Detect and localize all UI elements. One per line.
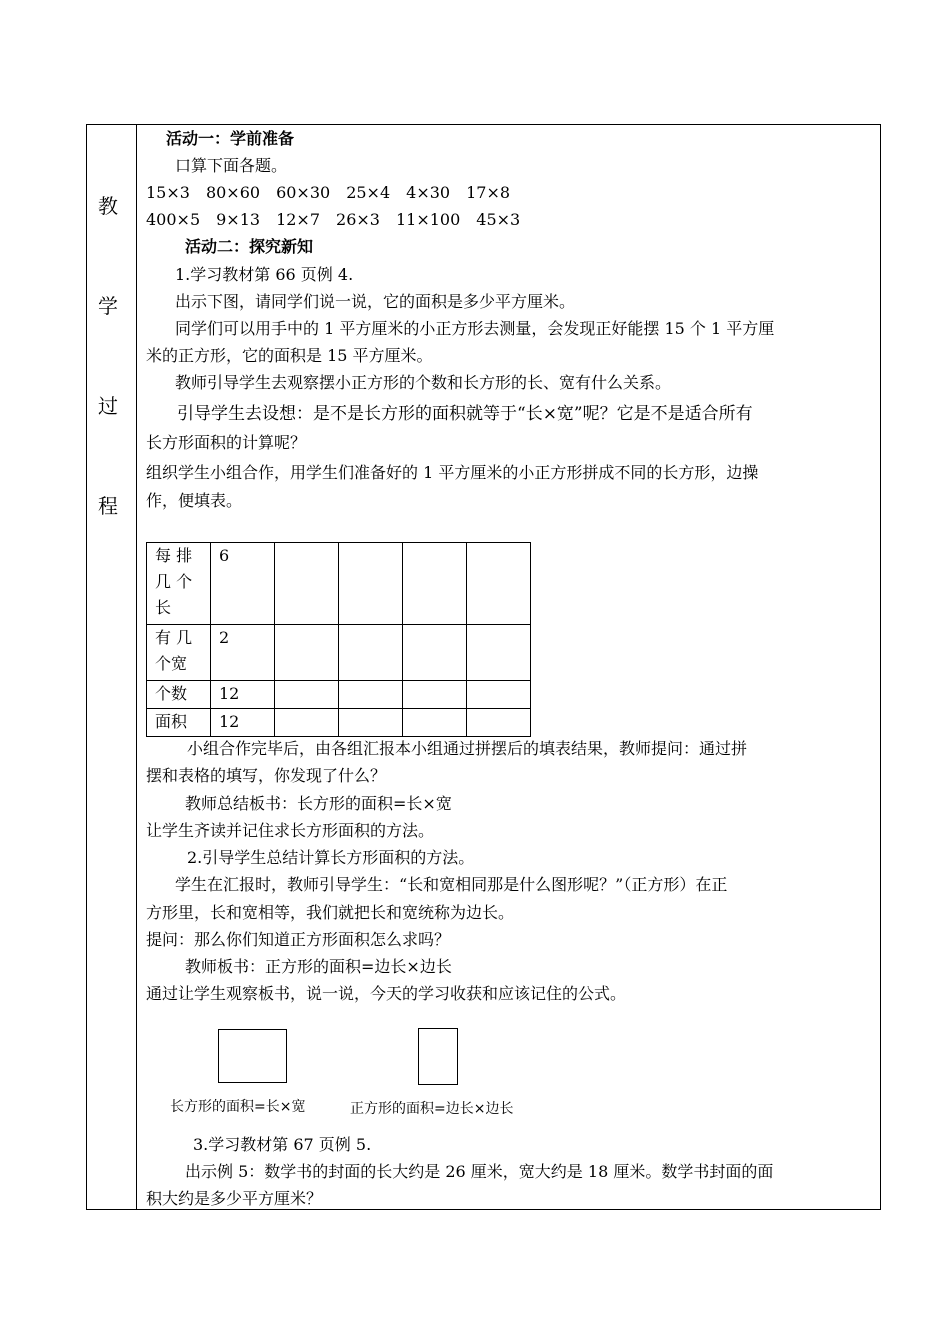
paragraph: 积大约是多少平方厘米？ (146, 1189, 323, 1208)
table-row-label: 每 排 几 个 长 (147, 543, 211, 625)
paragraph: 引导学生去设想：是不是长方形的面积就等于“长×宽”呢？它是不是适合所有 (177, 404, 753, 424)
rectangle-figure (218, 1029, 287, 1083)
square-area-caption: 正方形的面积=边长×边长 (350, 1101, 514, 1117)
table-cell (403, 543, 467, 625)
table-cell (467, 625, 531, 681)
paragraph: 摆和表格的填写，你发现了什么？ (146, 766, 387, 785)
table-cell: 2 (211, 625, 275, 681)
paragraph: 作，便填表。 (146, 491, 243, 510)
paragraph: 出示例 5：数学书的封面的长大约是 26 厘米，宽大约是 18 厘米。数学书封面的面 (185, 1162, 774, 1181)
rectangle-area-caption: 长方形的面积=长×宽 (170, 1099, 306, 1115)
side-label-char: 程 (98, 494, 118, 518)
table-cell (275, 681, 339, 709)
paragraph: 教师总结板书：长方形的面积=长×宽 (185, 794, 452, 813)
table-cell (275, 709, 339, 737)
table-row-label: 面积 (147, 709, 211, 737)
side-label-char: 过 (98, 394, 118, 418)
paragraph: 教师引导学生去观察摆小正方形的个数和长方形的长、宽有什么关系。 (175, 373, 672, 392)
paragraph: 米的正方形，它的面积是 15 平方厘米。 (146, 346, 433, 365)
table-row (147, 543, 531, 625)
column-divider (136, 124, 137, 1210)
paragraph: 同学们可以用手中的 1 平方厘米的小正方形去测量，会发现正好能摆 15 个 1 平方厘 (175, 319, 775, 338)
paragraph: 教师板书：正方形的面积=边长×边长 (185, 957, 452, 976)
table-cell: 6 (211, 543, 275, 625)
table-cell (275, 625, 339, 681)
paragraph: 组织学生小组合作，用学生们准备好的 1 平方厘米的小正方形拼成不同的长方形，边操 (146, 463, 759, 482)
paragraph: 方形里，长和宽相等，我们就把长和宽统称为边长。 (146, 903, 515, 922)
paragraph: 提问：那么你们知道正方形面积怎么求吗？ (146, 930, 451, 949)
paragraph: 让学生齐读并记住求长方形面积的方法。 (146, 821, 435, 840)
paragraph: 2.引导学生总结计算长方形面积的方法。 (187, 848, 475, 867)
fill-in-table (146, 542, 531, 737)
paragraph: 1.学习教材第 66 页例 4. (175, 265, 354, 284)
activity2-title: 活动二：探究新知 (185, 237, 314, 256)
paragraph: 出示下图，请同学们说一说，它的面积是多少平方厘米。 (175, 292, 576, 311)
paragraph: 3.学习教材第 67 页例 5. (193, 1135, 372, 1154)
table-row (147, 709, 531, 737)
table-cell (339, 543, 403, 625)
square-figure (418, 1028, 458, 1085)
table-cell (467, 681, 531, 709)
paragraph: 通过让学生观察板书，说一说，今天的学习收获和应该记住的公式。 (146, 984, 627, 1003)
table-cell: 12 (211, 681, 275, 709)
side-label-char: 教 (98, 194, 118, 218)
table-cell (403, 681, 467, 709)
table-cell (339, 681, 403, 709)
table-cell (275, 543, 339, 625)
oral-math-row-2: 400×5 9×13 12×7 26×3 11×100 45×3 (146, 210, 521, 229)
table-cell: 12 (211, 709, 275, 737)
activity1-title: 活动一：学前准备 (166, 129, 295, 148)
paragraph: 长方形面积的计算呢？ (146, 433, 307, 452)
table-cell (339, 709, 403, 737)
table-row (147, 681, 531, 709)
table-cell (403, 709, 467, 737)
table-cell (467, 709, 531, 737)
oral-math-row-1: 15×3 80×60 60×30 25×4 4×30 17×8 (146, 183, 511, 202)
table-cell (339, 625, 403, 681)
paragraph: 小组合作完毕后，由各组汇报本小组通过拼摆后的填表结果，教师提问：通过拼 (187, 739, 748, 758)
side-label-char: 学 (98, 294, 118, 318)
paragraph: 学生在汇报时，教师引导学生：“长和宽相同那是什么图形呢？”（正方形）在正 (175, 875, 728, 894)
table-cell (467, 543, 531, 625)
table-row-label: 个数 (147, 681, 211, 709)
table-row-label: 有 几 个宽 (147, 625, 211, 681)
activity1-intro: 口算下面各题。 (175, 156, 288, 175)
table-row (147, 625, 531, 681)
table-cell (403, 625, 467, 681)
